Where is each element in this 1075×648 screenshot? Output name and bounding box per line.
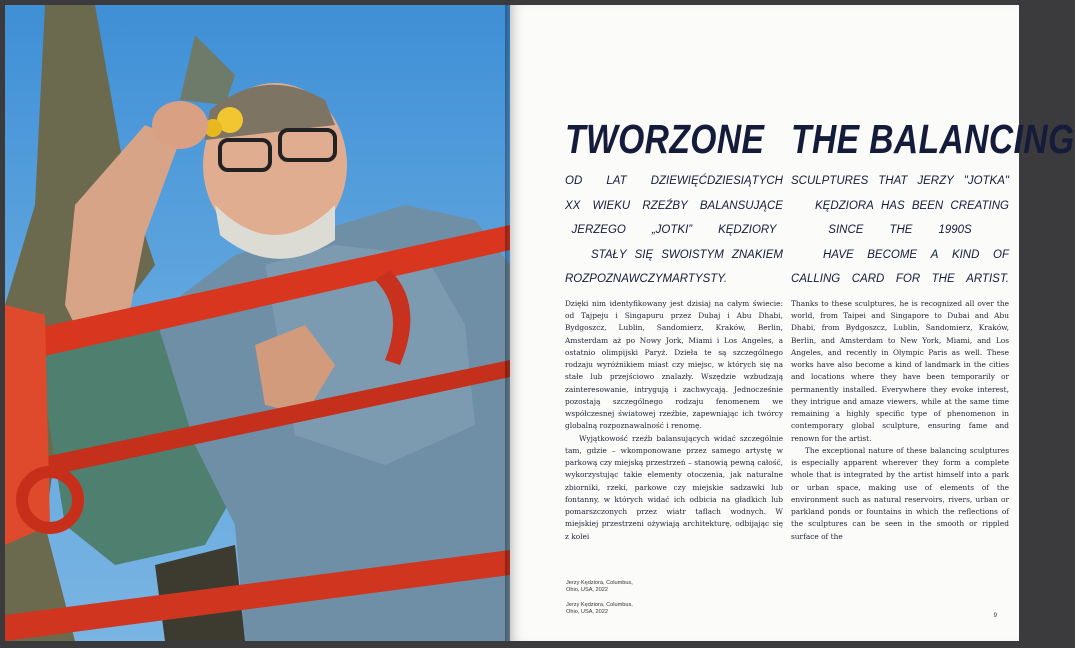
lead-word: OF xyxy=(993,248,1009,261)
page-number: 9 xyxy=(993,613,997,619)
english-heading: THE BALANCING xyxy=(791,116,1075,162)
lead-word: THE xyxy=(931,273,955,286)
polish-paragraph: Wyjątkowość rzeźb balansujących widać szczególnie tam, gdzie – wkomponowane przez samego artystę w parkową czy miejską przestrzeń – stanowią pewną całość, wykorzystując takie elementy otoczenia, jak naturalne zbiorniki, rzeki, parkowe czy miejskie sadzawki lub fontanny, w których widać ich odbicia na gładkich lub pomarszczonych przez wiatr taflach wodnych. W miejskiej przestrzeni ożywiają architekturę, odbijając się z kolei xyxy=(565,433,783,541)
caption-line: Ohio, USA, 2022 xyxy=(566,609,608,615)
photo-artist-with-sculpture xyxy=(5,5,510,641)
lead-line xyxy=(565,194,783,219)
lead-line xyxy=(791,243,1009,268)
lead-word: A xyxy=(930,248,939,261)
lead-word: THAT xyxy=(878,175,908,187)
lead-word: SINCE xyxy=(828,224,864,237)
lead-word: CALLING xyxy=(791,273,841,286)
lead-word: KIND xyxy=(951,248,980,261)
caption-line: Ohio, USA, 2022 xyxy=(566,587,608,593)
lead-word: XX xyxy=(565,199,581,212)
lead-word: CARD xyxy=(851,273,885,286)
lead-word: BALANSUJĄCE xyxy=(699,199,783,212)
lead-word: SWOISTYM xyxy=(661,248,724,261)
english-paragraph: Thanks to these sculptures, he is recognized all over the world, from Taipei and Singapore to Dubai and Abu Dhabi, from Bydgoszcz, Lublin, Sandomierz, Kraków, Berlin, and Amsterdam to New York, Miami, and Los Angeles, and recently in Olympic Paris as well. These works have also become a kind of landmark in the cities and locations where they have been temporarily or permanently installed. Everywhere they evoke interest, they intrigue and amaze viewers, while at the same time remaining a highly specific type of phenomenon in contemporary global sculpture, ensuring fame and renown for the artist. xyxy=(791,298,1009,443)
lead-word: FOR xyxy=(895,273,921,286)
lead-word: HAS xyxy=(881,199,905,212)
english-paragraph: The exceptional nature of these balancing sculptures is especially apparent wherever they form a complete whole that is integrated by the artist himself into a park or urban space, making use of elements of the environment such as natural reservoirs, rivers, urban or parkland ponds or fountains in which the reflections of the sculptures can be seen in the smooth or rippled surface of the xyxy=(791,445,1009,541)
lead-word: JERZY xyxy=(917,175,954,187)
english-body xyxy=(791,298,1009,543)
lead-word: KĘDZIORA xyxy=(815,199,874,212)
lead-word: "JOTKA" xyxy=(963,175,1009,187)
lead-line xyxy=(565,218,783,243)
lead-word: SIĘ xyxy=(634,248,654,261)
lead-word: LAT xyxy=(606,175,627,187)
lead-word: CREATING xyxy=(950,199,1009,212)
lead-word: BECOME xyxy=(867,248,918,261)
lead-word: ZNAKIEM xyxy=(731,248,783,261)
lead-word: STAŁY xyxy=(591,248,627,261)
lead-word: „JOTKI” xyxy=(651,224,693,237)
photo-illustration xyxy=(5,5,510,641)
polish-body xyxy=(565,298,783,543)
lead-word: OD xyxy=(565,175,583,187)
lead-word: HAVE xyxy=(823,248,854,261)
caption-line: Jerzy Kędziora, Columbus, xyxy=(566,602,633,608)
lead-word: RZEŹBY xyxy=(642,199,688,212)
photo-caption xyxy=(566,602,633,616)
lead-line xyxy=(791,218,1009,243)
lead-line xyxy=(791,169,1009,194)
lead-word: DZIEWIĘĆDZIESIĄTYCH xyxy=(650,175,783,187)
lead-word: BEEN xyxy=(911,199,944,212)
lead-line xyxy=(791,267,1009,292)
lead-word: ROZPOZNAWCZYM xyxy=(565,273,673,286)
lead-word: ARTIST. xyxy=(966,273,1009,286)
polish-paragraph: Dzięki nim identyfikowany jest dzisiaj na całym świecie: od Tajpeju i Singapuru przez Dubaj i Abu Dhabi, Bydgoszcz, Lublin, Sandomierz, Kraków, Berlin, Amsterdam aż po Nowy Jork, Miami i Los Angeles, a ostatnio olimpijski Paryż. Dzieła te są szczególnego rodzaju wyróżnikiem miast czy miejsc, w których się na stałe lub przejściowo znalazły. Wszędzie wzbudzają zainteresowanie, intrygują i zachwycają. Jednocześnie pozostają szczególnego rodzaju fenomenem we współczesnej światowej rzeźbie, zapewniając ich twórcy globalną rozpoznawalność i renomę. xyxy=(565,298,783,431)
lead-line xyxy=(791,194,1009,219)
lead-word: KĘDZIORY xyxy=(718,224,777,237)
english-column xyxy=(791,116,1075,543)
lead-line xyxy=(565,243,783,268)
english-lead xyxy=(791,169,1009,292)
lead-line xyxy=(565,267,783,292)
lead-word: WIEKU xyxy=(592,199,631,212)
lead-line xyxy=(565,169,783,194)
lead-word: 1990S xyxy=(938,224,972,237)
text-page xyxy=(510,5,1075,641)
lead-word: THE xyxy=(889,224,913,237)
photo-caption xyxy=(566,580,633,594)
lead-word: SCULPTURES xyxy=(791,175,869,187)
lead-word: JERZEGO xyxy=(571,224,626,237)
polish-lead xyxy=(565,169,783,292)
caption-line: Jerzy Kędziora, Columbus, xyxy=(566,580,633,586)
lead-word: ARTYSTY. xyxy=(672,273,728,286)
polish-heading: TWORZONE xyxy=(565,116,765,162)
polish-column xyxy=(565,117,783,543)
